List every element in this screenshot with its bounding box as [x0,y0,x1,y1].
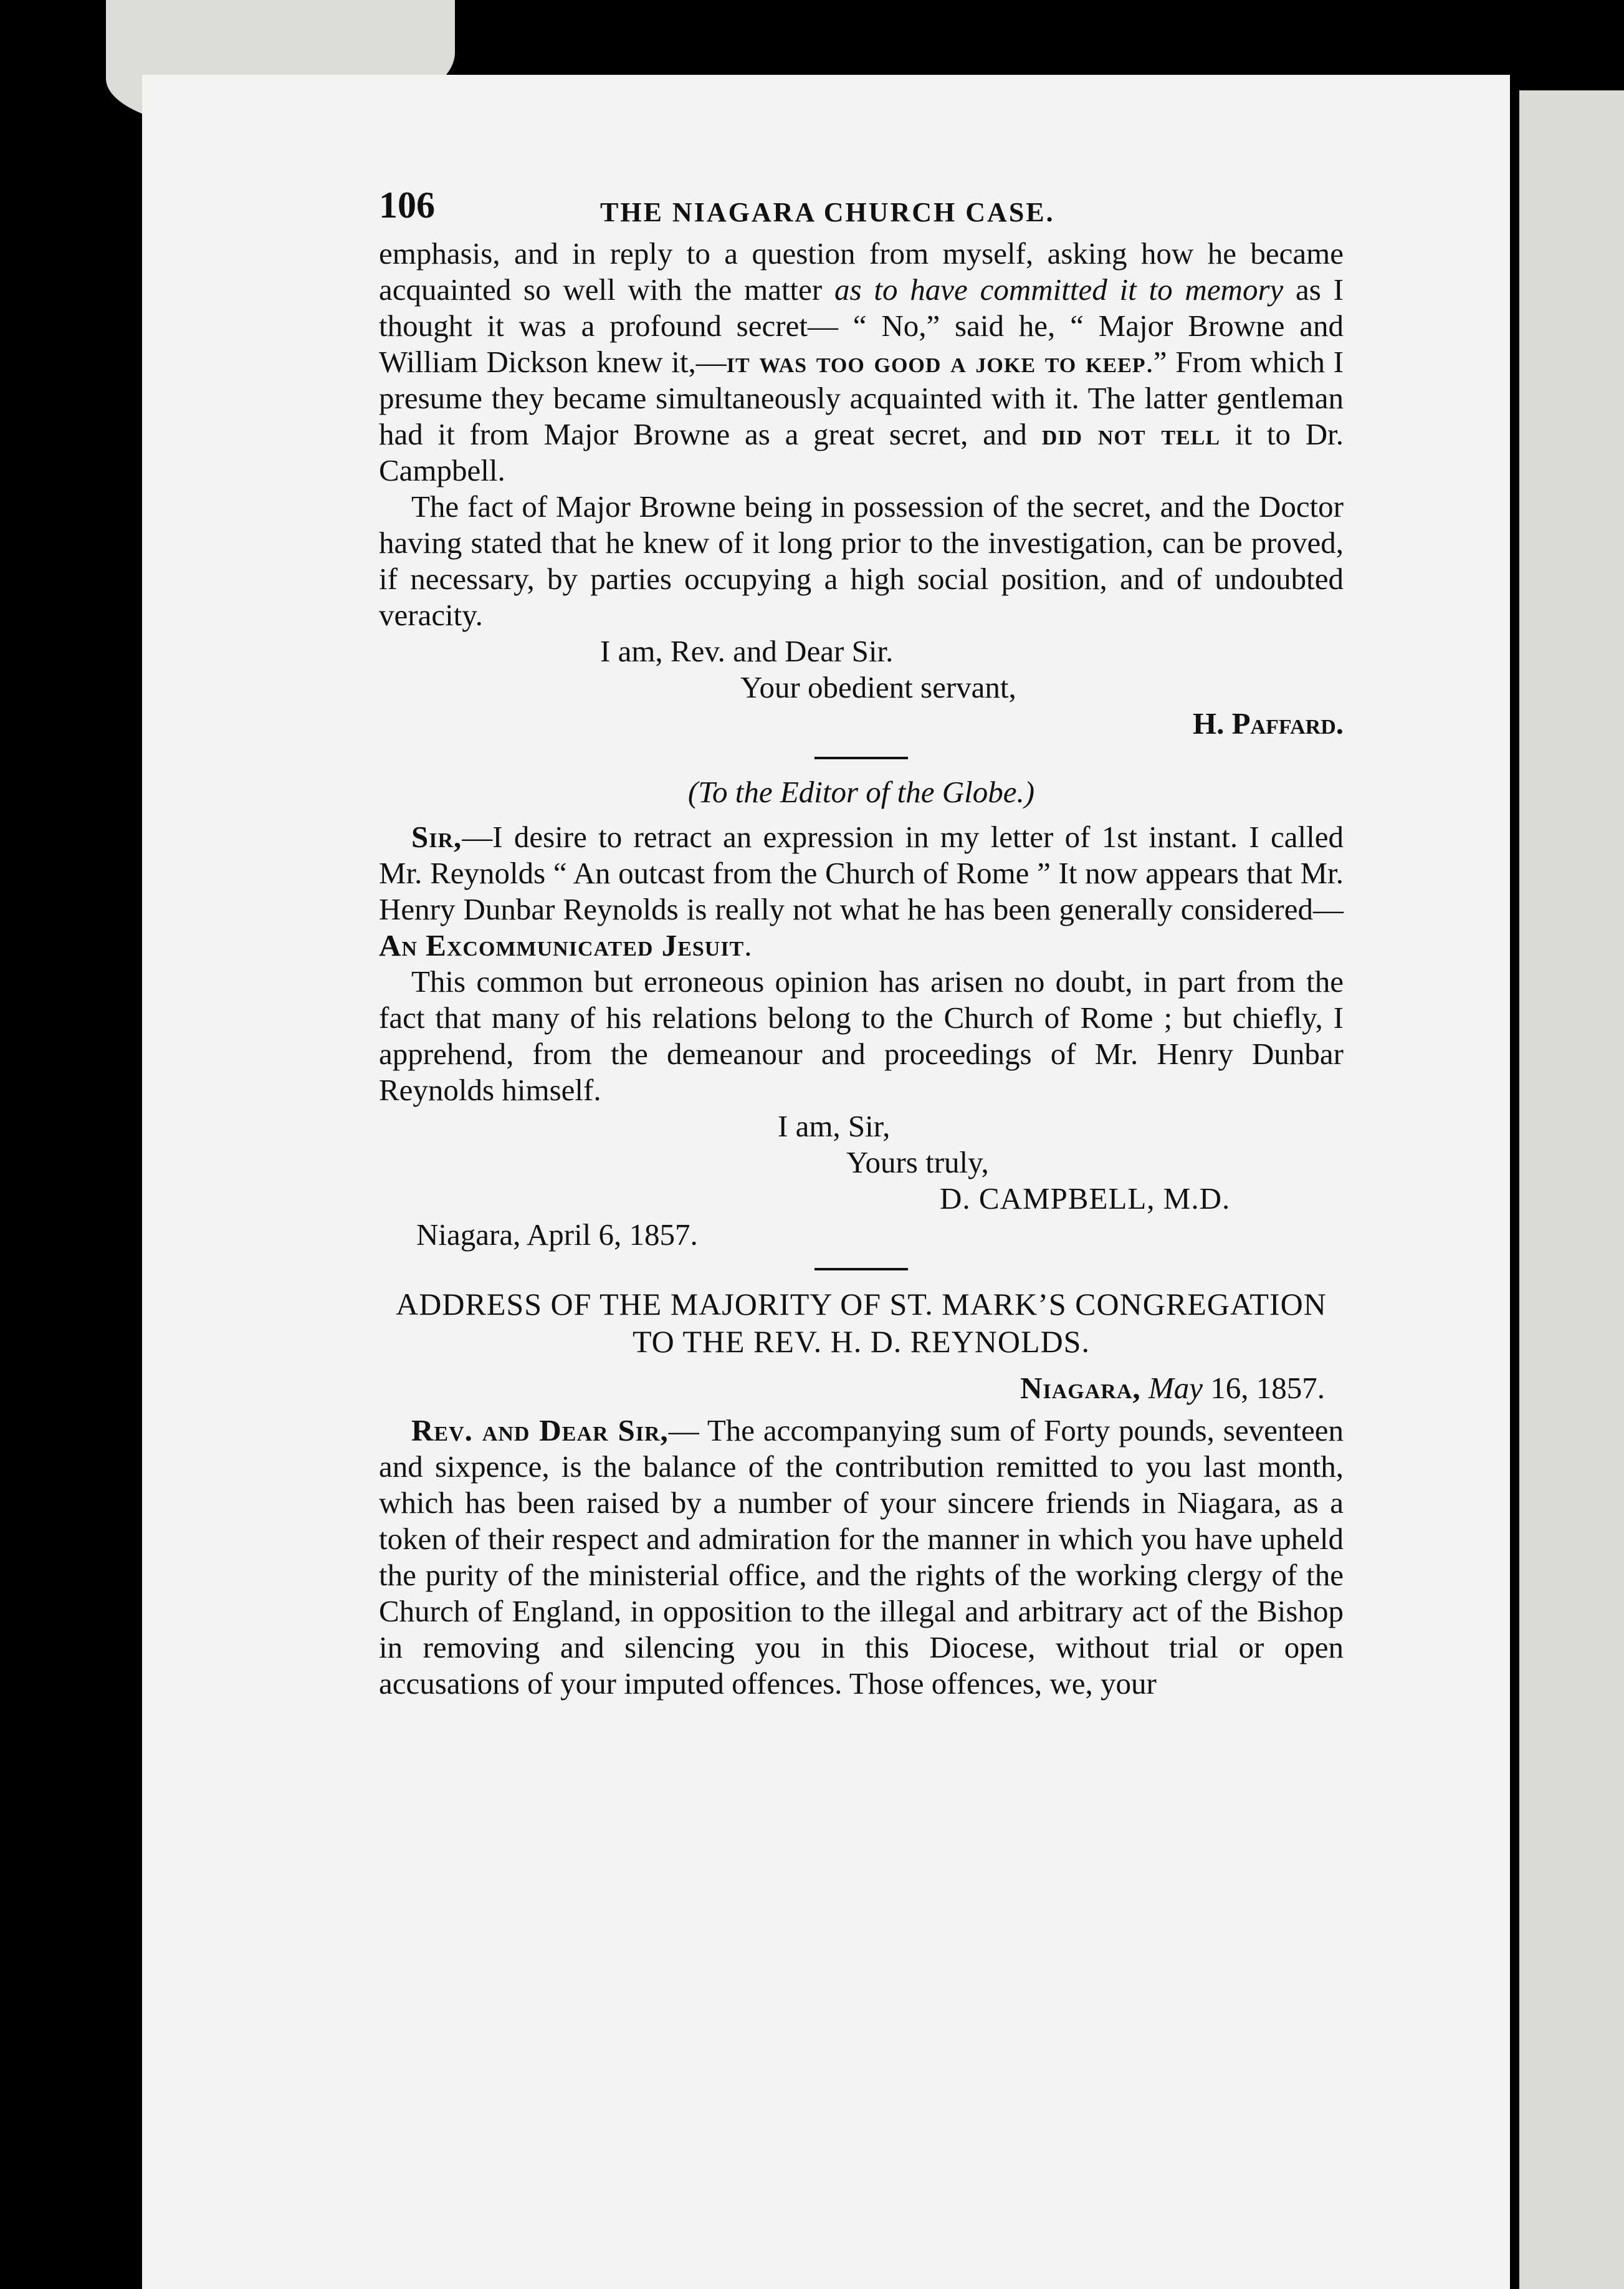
text-run: — The accompanying sum of Forty pounds, seventeen and sixpence, is the balance of the contribution remitted to you last month, which has been raised by a number of your sincere friends in Niagara, as a token of their respect and admiration for the manner in which you have upheld the purity of the ministerial office, and the rights of the working clergy of the Church of England, in opposition to the illegal and arbitrary act of the Bishop in removing and silencing you in this Diocese, without trial or open accusations of your imputed offences. Those offences, we, your [379,1413,1344,1701]
letter-closing: Yours truly, [846,1145,989,1179]
letter-paragraph [379,819,1344,964]
text-run: —I desire to retract an expression in my letter of 1st instant. I called Mr. Reynolds “ An outcast from the Church of Rome ” It now appears that Mr. Henry Dunbar Reynolds is really not what he has been generally considered— [379,820,1344,926]
dateline-rest: 16, 1857. [1210,1371,1325,1405]
letter-paragraph [379,236,1344,489]
letter-paragraph: The fact of Major Browne being in possession of the secret, and the Doctor having stated that he knew of it long prior to the investigation, can be proved, if necessary, by parties occupying a high social position, and of undoubted veracity. [379,489,1344,632]
dateline [379,1370,1325,1406]
address-paragraph [379,1413,1344,1702]
section-divider [814,757,908,759]
address-section [379,1285,1344,1702]
addressee-line: (To the Editor of the Globe.) [687,775,1035,809]
page-number: 106 [379,185,435,226]
running-title: THE NIAGARA CHURCH CASE. [600,197,1055,228]
letter-closing: I am, Rev. and Dear Sir. [600,634,894,668]
letter-paffard [379,236,1344,742]
section-divider [814,1268,908,1270]
letter-place-date: Niagara, April 6, 1857. [416,1217,698,1252]
dateline-month: May [1148,1371,1203,1405]
small-caps-run: it was too good a joke to keep [726,345,1146,379]
text-run: as I thought it was a profound secret— “ No,” said he, “ Major Browne and William Dickson knew it,— [379,272,1344,379]
small-caps-run: did not tell [1041,417,1221,451]
letter-signature: D. CAMPBELL, M.D. [940,1181,1231,1216]
text-run: emphasis, and in reply to a question from myself, asking how he became acquainted so well with the matter [379,236,1344,307]
dateline-place: Niagara, [1020,1371,1141,1405]
text-run: . [744,928,752,962]
section-heading: ADDRESS OF THE MAJORITY OF ST. MARK’S CONGREGATION TO THE REV. H. D. REYNOLDS. [396,1287,1327,1359]
running-head [379,187,1344,236]
letter-closing: Your obedient servant, [740,670,1016,704]
italic-run: as to have committed it to memory [834,272,1284,307]
letter-campbell [379,774,1344,1253]
letter-closing: I am, Sir, [778,1109,891,1143]
text-run: it to Dr. Campbell. [379,417,1344,487]
page-content [379,187,1344,1702]
letter-paragraph: This common but erroneous opinion has arisen no doubt, in part from the fact that many of his relations belong to the Church of Rome ; but chiefly, I apprehend, from the demeanour and proceedings of Mr. Henry Dunbar Reynolds himself. [379,964,1344,1107]
salutation: Sir, [411,820,462,854]
salutation: Rev. and Dear Sir, [411,1413,669,1447]
text-run: .” From which I presume they became simultaneously acquainted with it. The latter gentleman had it from Major Browne as a great secret, and [379,345,1344,451]
letter-signature: H. Paffard. [1192,706,1344,741]
small-caps-run: An Excommunicated Jesuit [379,928,745,962]
facing-page-edge [1519,90,1624,2289]
